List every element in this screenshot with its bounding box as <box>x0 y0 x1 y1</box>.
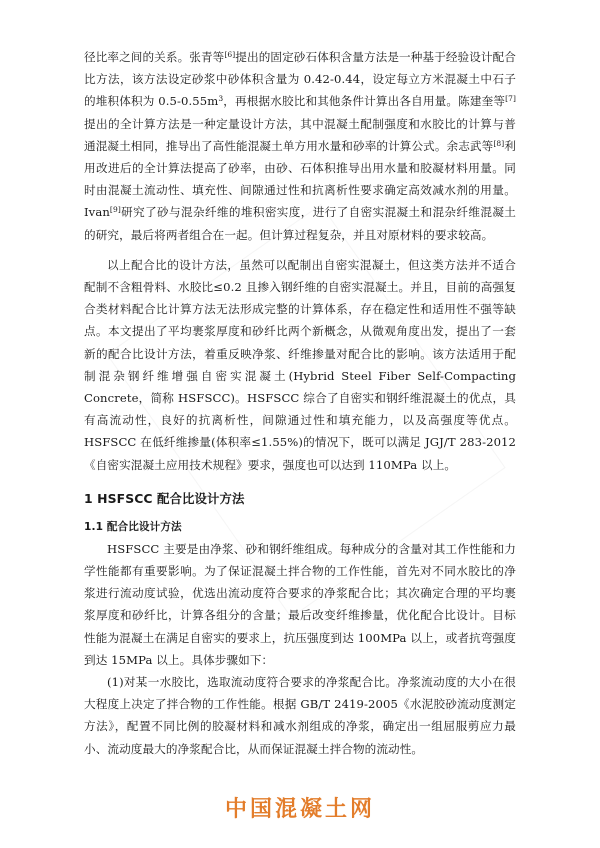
citation-6: [6] <box>224 50 236 59</box>
paragraph-3: HSFSCC 主要是由净浆、砂和钢纤维组成。每种成分的含量对其工作性能和力学性能都有重要影响。为了保证混凝土拌合物的工作性能，首先对不同水胶比的净浆进行流动度试验，优选出流动度符合要求的净浆配合比；其次确定合理的平均裹浆厚度和砂纤比，计算各组分的含量；最后改变纤维掺量，优化配合比设计。目标性能为混凝土在满足自密实的要求上，抗压强度到达 100MPa 以上，或者抗弯强度到达 15MPa 以上。具体步骤如下： <box>84 541 516 667</box>
text-run: 径比率之间的关系。张青等 <box>84 50 225 64</box>
superscript-3: 3 <box>218 94 224 104</box>
paragraph-1 <box>84 46 516 246</box>
text-run: 提出的固定砂石体积含量方法是一种基于经验设计配合比方法，该方法设定砂浆中砂体积含量为 0.42-0.44，设定每立方米混凝土中石子的堆积体积为 0.5-0.55m <box>84 50 517 109</box>
citation-9: [9] <box>109 205 121 215</box>
paragraph-4: (1)对某一水胶比，选取流动度符合要求的净浆配合比。净浆流动度的大小在很大程度上决定了拌合物的工作性能。根据 GB/T 2419-2005《水泥胶砂流动度测定方法》，配置不同比例的胶凝材料和减水剂组成的净浆，确定出一组屈服剪应力最小、流动度最大的净浆配合比，从而保证混凝土拌合物的流动性。 <box>84 675 516 756</box>
body-content <box>84 46 516 760</box>
citation-8: [8] <box>493 138 505 148</box>
paragraph-2: 以上配合比的设计方法，虽然可以配制出自密实混凝土，但这类方法并不适合配制不含粗骨料、水胶比≤0.2 且掺入钢纤维的自密实混凝土。并且，目前的高强复合类材料配合比计算方法无法形成完整的计算体系，存在稳定性和适用性不强等缺点。本文提出了平均裹浆厚度和砂纤比两个新概念，从微观角度出发，提出了一套新的配合比设计方法，着重反映净浆、纤维掺量对配合比的影响。该方法适用于配制混杂钢纤维增强自密实混凝土(Hybrid Steel Fiber Self-Compacting Concrete，简称 HSFSCC)。HSFSCC 综合了自密实和钢纤维混凝土的优点，具有高流动性，良好的抗离析性，间隙通过性和填充能力，以及高强度等优点。HSFSCC 在低纤维掺量(体积率≤1.55%)的情况下，既可以满足 JGJ/T 283-2012《自密实混凝土应用技术规程》要求，强度也可以达到 110MPa 以上。 <box>84 257 516 472</box>
section-heading: 1 HSFSCC 配合比设计方法 <box>84 490 245 506</box>
citation-7: [7] <box>505 94 516 104</box>
text-run: 提出的全计算方法是一种定量设计方法，其中混凝土配制强度和水胶比的计算与普通混凝土相同，推导出了高性能混凝土单方用水量和砂率的计算公式。余志武等 <box>84 116 516 153</box>
subsection-heading: 1.1 配合比设计方法 <box>84 520 182 533</box>
text-run: 利用改进后的全计算法提高了砂率，由砂、石体积推导出用水量和胶凝材料用量。同时由混凝土流动性、填充性、间隙通过性和抗离析性要求确定高效减水剂的用量。Ivan <box>84 138 516 220</box>
text-run: ，再根据水胶比和其他条件计算出各自用量。陈建奎等 <box>223 94 506 109</box>
text-run: 研究了砂与混杂纤维的堆积密实度，进行了自密实混凝土和混杂纤维混凝土的研究，最后将两者组合在一起。但计算过程复杂，并且对原材料的要求较高。 <box>84 205 516 242</box>
footer-brand-logo: 中国混凝土网 <box>224 797 375 822</box>
